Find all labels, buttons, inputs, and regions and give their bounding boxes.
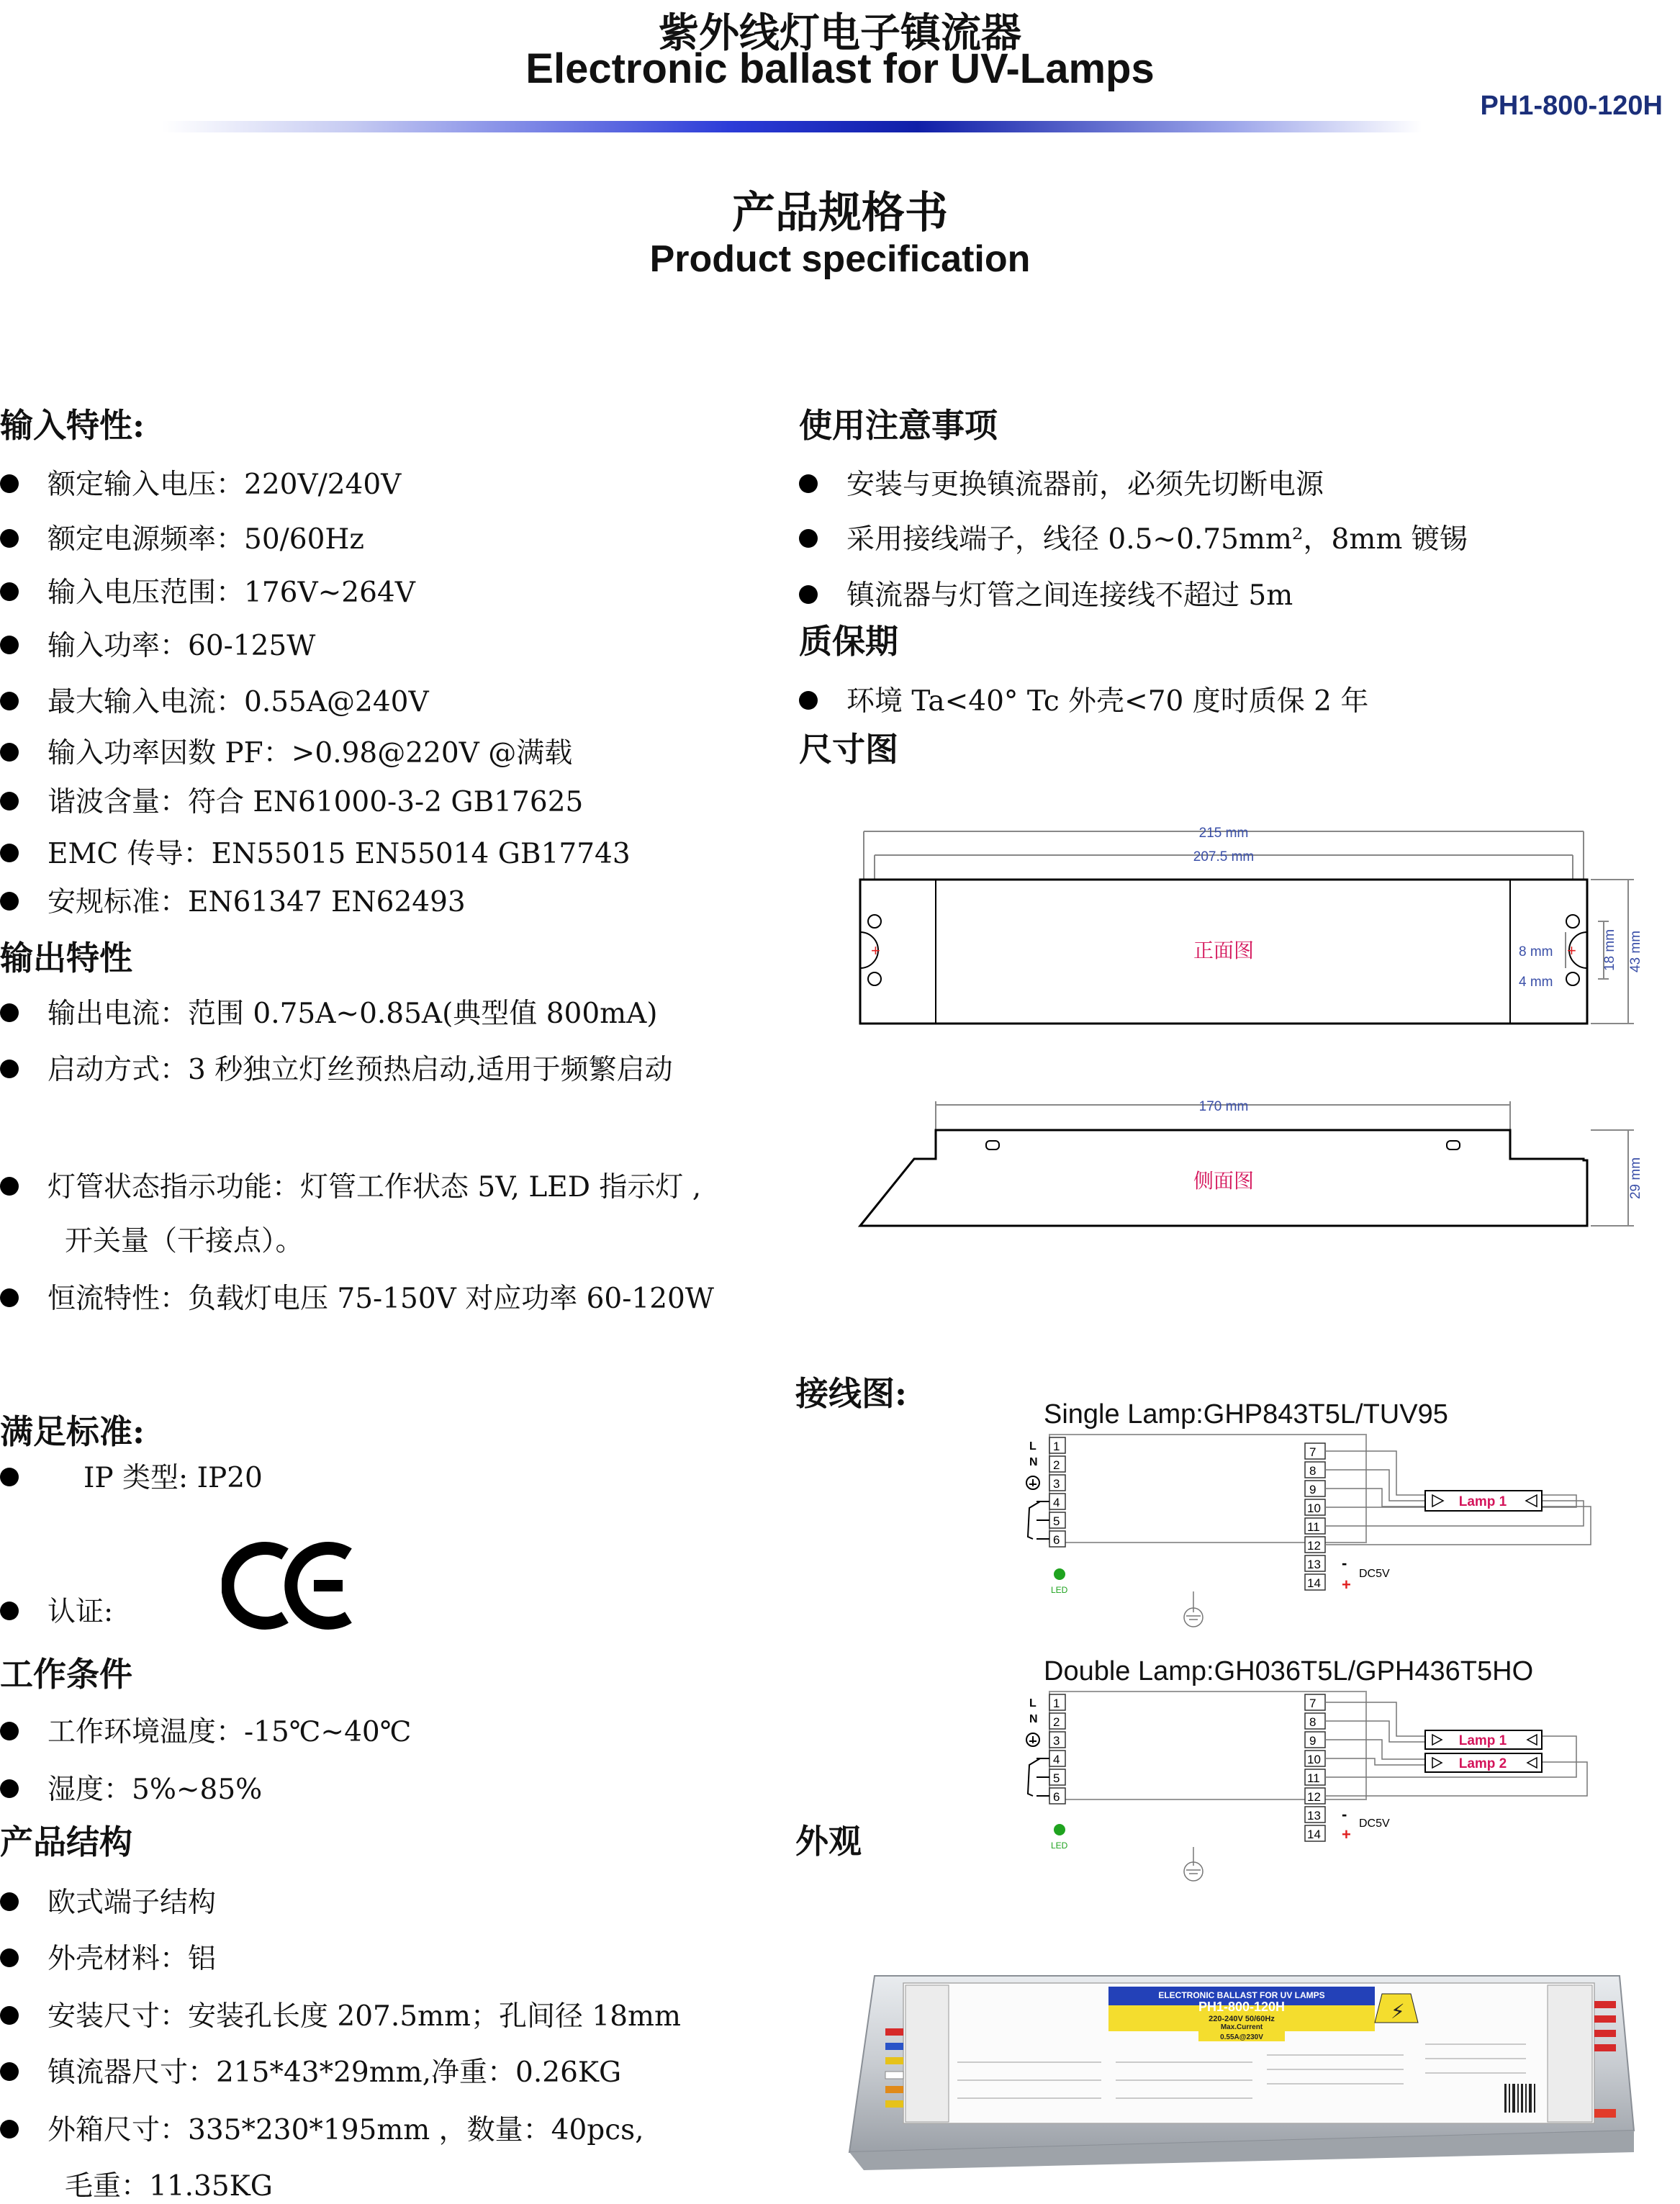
svg-text:13: 13 [1307,1558,1321,1571]
list-item: 谐波含量：符合 EN61000-3-2 GB17625 [0,780,583,820]
svg-text:14: 14 [1307,1576,1321,1590]
dim-43-label: 43 mm [1628,930,1643,973]
svg-text:2: 2 [1053,1715,1060,1729]
list-item: 环境 Ta<40° Tc 外壳<70 度时质保 2 年 [799,679,1368,719]
svg-text:-: - [1342,1805,1347,1823]
standards-section-title: 满足标准: [0,1412,145,1451]
list-item: 欧式端子结构 [0,1880,216,1920]
svg-text:L: L [1029,1697,1037,1710]
svg-text:3: 3 [1053,1477,1060,1491]
svg-text:10: 10 [1307,1753,1321,1766]
svg-text:7: 7 [1309,1697,1317,1710]
svg-text:+: + [1342,1825,1351,1843]
svg-text:1: 1 [1053,1440,1060,1453]
single-lamp-title: Single Lamp:GHP843T5L/TUV95 [1044,1399,1448,1430]
ce-mark-icon [222,1537,366,1638]
wiring-diagram-single [1008,1393,1656,1630]
led-indicator-icon [1054,1568,1065,1580]
svg-text:14: 14 [1307,1828,1321,1841]
svg-text:10: 10 [1307,1501,1321,1515]
list-item: 外箱尺寸：335*230*195mm ，数量：40pcs, [0,2108,644,2148]
svg-text:N: N [1029,1713,1038,1725]
svg-text:8: 8 [1309,1464,1317,1478]
svg-text:6: 6 [1053,1533,1060,1547]
list-item: 安规标准：EN61347 EN62493 [0,880,466,920]
svg-text:LED: LED [1051,1841,1068,1851]
svg-text:-: - [1342,1554,1347,1572]
list-item: 认证: [0,1589,113,1630]
wiring-diagram-double [1008,1650,1656,1887]
dim-170-label: 170 mm [1198,1099,1249,1114]
svg-text:Max.Current: Max.Current [1220,2023,1263,2031]
list-item: EMC 传导：EN55015 EN55014 GB17743 [0,831,631,872]
wiring-section-title: 接线图: [795,1374,907,1413]
list-item: 额定电源频率：50/60Hz [0,517,364,557]
svg-text:12: 12 [1307,1790,1321,1804]
list-item: 输出电流：范围 0.75A~0.85A(典型值 800mA) [0,991,658,1031]
appearance-section-title: 外观 [795,1822,862,1861]
list-item: 启动方式：3 秒独立灯丝预热启动,适用于频繁启动 [0,1047,673,1088]
svg-text:7: 7 [1309,1445,1317,1459]
svg-text:5: 5 [1053,1771,1060,1785]
list-item: 外壳材料：铝 [0,1936,216,1977]
double-lamp2-label: Lamp 2 [1458,1756,1507,1771]
dimensions-section-title: 尺寸图 [799,730,898,769]
svg-text:2: 2 [1053,1458,1060,1472]
dim-18-label: 18 mm [1602,929,1617,972]
list-item: 湿度：5%~85% [0,1767,262,1807]
list-item: 安装与更换镇流器前，必须先切断电源 [799,462,1324,502]
spec-title-cn: 产品规格书 [732,188,948,238]
list-item: 输入功率因数 PF：>0.98@220V @满载 [0,731,572,771]
svg-text:12: 12 [1307,1539,1321,1553]
double-lamp-title: Double Lamp:GH036T5L/GPH436T5HO [1044,1656,1534,1686]
list-item: 输入功率：60-125W [0,623,315,664]
front-view-label: 正面图 [1193,939,1255,962]
svg-text:5: 5 [1053,1514,1060,1528]
led-indicator-icon [1054,1824,1065,1835]
model-number: PH1-800-120H [1480,91,1663,121]
svg-text:PH1-800-120H: PH1-800-120H [1198,2000,1286,2014]
product-photo [835,1936,1648,2174]
svg-text:0.55A@230V: 0.55A@230V [1220,2033,1263,2041]
list-item: 额定输入电压：220V/240V [0,462,401,502]
list-item: 灯管状态指示功能：灯管工作状态 5V, LED 指示灯 , [0,1165,701,1205]
warranty-section-title: 质保期 [799,622,898,661]
list-item-continuation: 毛重：11.35KG [65,2170,273,2203]
svg-text:220-240V 50/60Hz: 220-240V 50/60Hz [1209,2015,1275,2023]
svg-text:11: 11 [1307,1771,1320,1785]
ce-mark [222,1537,366,1638]
dim-215-label: 215 mm [1198,826,1249,841]
list-item: 安装尺寸：安装孔长度 207.5mm；孔间径 18mm [0,1994,681,2034]
svg-text:L: L [1029,1440,1037,1453]
working-section-title: 工作条件 [0,1655,132,1694]
structure-section-title: 产品结构 [0,1823,132,1861]
svg-text:11: 11 [1307,1520,1320,1534]
notes-section-title: 使用注意事项 [799,406,998,445]
svg-text:LED: LED [1051,1585,1068,1595]
svg-text:9: 9 [1309,1483,1317,1496]
dim-207-label: 207.5 mm [1193,849,1255,864]
input-section-title: 输入特性: [0,406,145,445]
output-section-title: 输出特性 [0,939,132,977]
side-view-label: 侧面图 [1193,1169,1255,1193]
list-item: 镇流器尺寸：215*43*29mm,净重：0.26KG [0,2050,621,2090]
header-divider [162,121,1422,132]
list-item: IP 类型: IP20 [0,1455,263,1496]
svg-text:N: N [1029,1456,1038,1468]
header-title-cn: 紫外线灯电子镇流器 [659,9,1021,57]
svg-text:ELECTRONIC BALLAST FOR UV LAMP: ELECTRONIC BALLAST FOR UV LAMPS [1158,1990,1325,2000]
dc5v-label: DC5V [1359,1817,1390,1830]
list-item: 恒流特性：负载灯电压 75-150V 对应功率 60-120W [0,1276,714,1316]
svg-text:13: 13 [1307,1809,1321,1823]
dim-29-label: 29 mm [1628,1157,1643,1200]
single-lamp-label: Lamp 1 [1458,1494,1507,1509]
svg-text:6: 6 [1053,1790,1060,1804]
svg-text:4: 4 [1053,1496,1060,1509]
list-item: 采用接线端子，线径 0.5~0.75mm²，8mm 镀锡 [799,517,1468,557]
list-item: 最大输入电流：0.55A@240V [0,679,429,720]
svg-text:8: 8 [1309,1715,1317,1729]
svg-text:4: 4 [1053,1753,1060,1766]
dc5v-label: DC5V [1359,1568,1390,1580]
svg-text:+: + [871,941,880,959]
svg-text:9: 9 [1309,1734,1317,1748]
dimension-drawing [849,813,1656,1245]
double-lamp1-label: Lamp 1 [1458,1733,1507,1748]
header-title-en: Electronic ballast for UV-Lamps [525,45,1155,92]
dim-8-label: 8 mm [1519,944,1553,959]
svg-text:3: 3 [1053,1734,1060,1748]
dim-4-label: 4 mm [1519,975,1553,990]
svg-text:1: 1 [1053,1697,1060,1710]
list-item-continuation: 开关量（干接点）。 [65,1225,304,1257]
list-item: 输入电压范围：176V~264V [0,570,415,610]
list-item: 镇流器与灯管之间连接线不超过 5m [799,573,1293,613]
svg-text:+: + [1567,941,1576,959]
svg-text:⚡: ⚡ [1391,2000,1405,2023]
list-item: 工作环境温度：-15℃~40℃ [0,1710,411,1750]
spec-title-en: Product specification [649,238,1031,280]
svg-text:+: + [1342,1576,1351,1594]
